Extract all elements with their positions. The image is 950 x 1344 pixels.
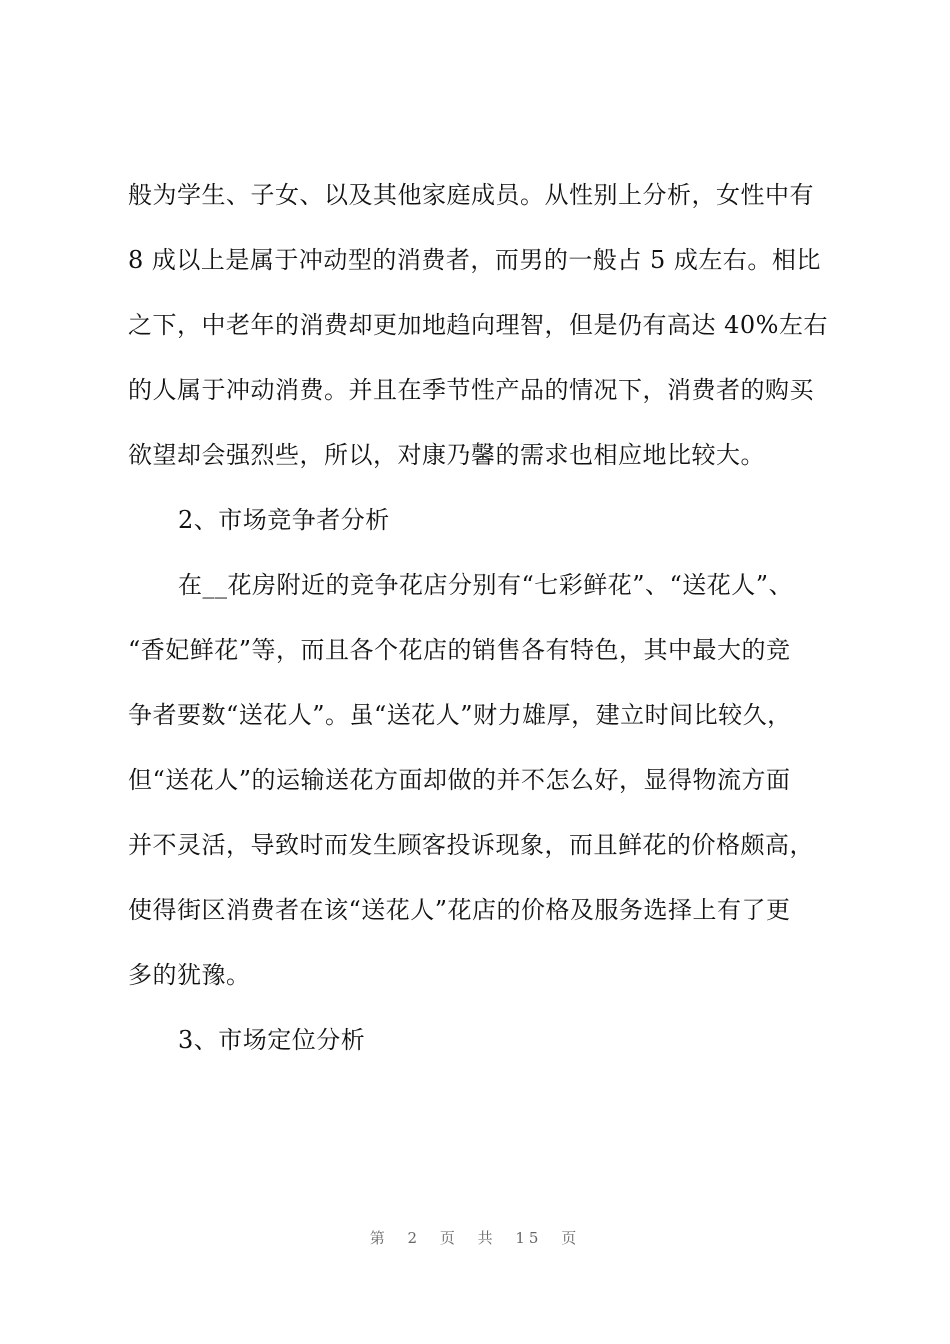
text-line: 使得街区消费者在该“送花人”花店的价格及服务选择上有了更 [128, 896, 791, 924]
text-line: 但“送花人”的运输送花方面却做的并不怎么好，显得物流方面 [128, 766, 791, 794]
text-line: 争者要数“送花人”。虽“送花人”财力雄厚，建立时间比较久， [128, 701, 792, 729]
text-line: 的人属于冲动消费。并且在季节性产品的情况下，消费者的购买 [128, 376, 814, 404]
body-text [128, 168, 840, 1078]
section-heading-competitors: 2、市场竞争者分析 [178, 506, 390, 534]
text-line: 在__花房附近的竞争花店分别有“七彩鲜花”、“送花人”、 [178, 571, 794, 599]
text-line: “香妃鲜花”等，而且各个花店的销售各有特色，其中最大的竞 [128, 636, 791, 664]
section-heading-positioning: 3、市场定位分析 [178, 1026, 366, 1054]
text-line: 并不灵活，导致时而发生顾客投诉现象，而且鲜花的价格颇高， [128, 831, 814, 859]
page-footer: 第 2 页 共 15 页 [369, 1229, 581, 1247]
text-line: 之下，中老年的消费却更加地趋向理智，但是仍有高达 40%左右 [128, 311, 828, 339]
text-line: 8 成以上是属于冲动型的消费者，而男的一般占 5 成左右。相比 [128, 246, 821, 274]
text-line: 欲望却会强烈些，所以，对康乃馨的需求也相应地比较大。 [128, 441, 765, 469]
text-line: 般为学生、子女、以及其他家庭成员。从性别上分析，女性中有 [128, 181, 814, 209]
text-line: 多的犹豫。 [128, 961, 251, 989]
